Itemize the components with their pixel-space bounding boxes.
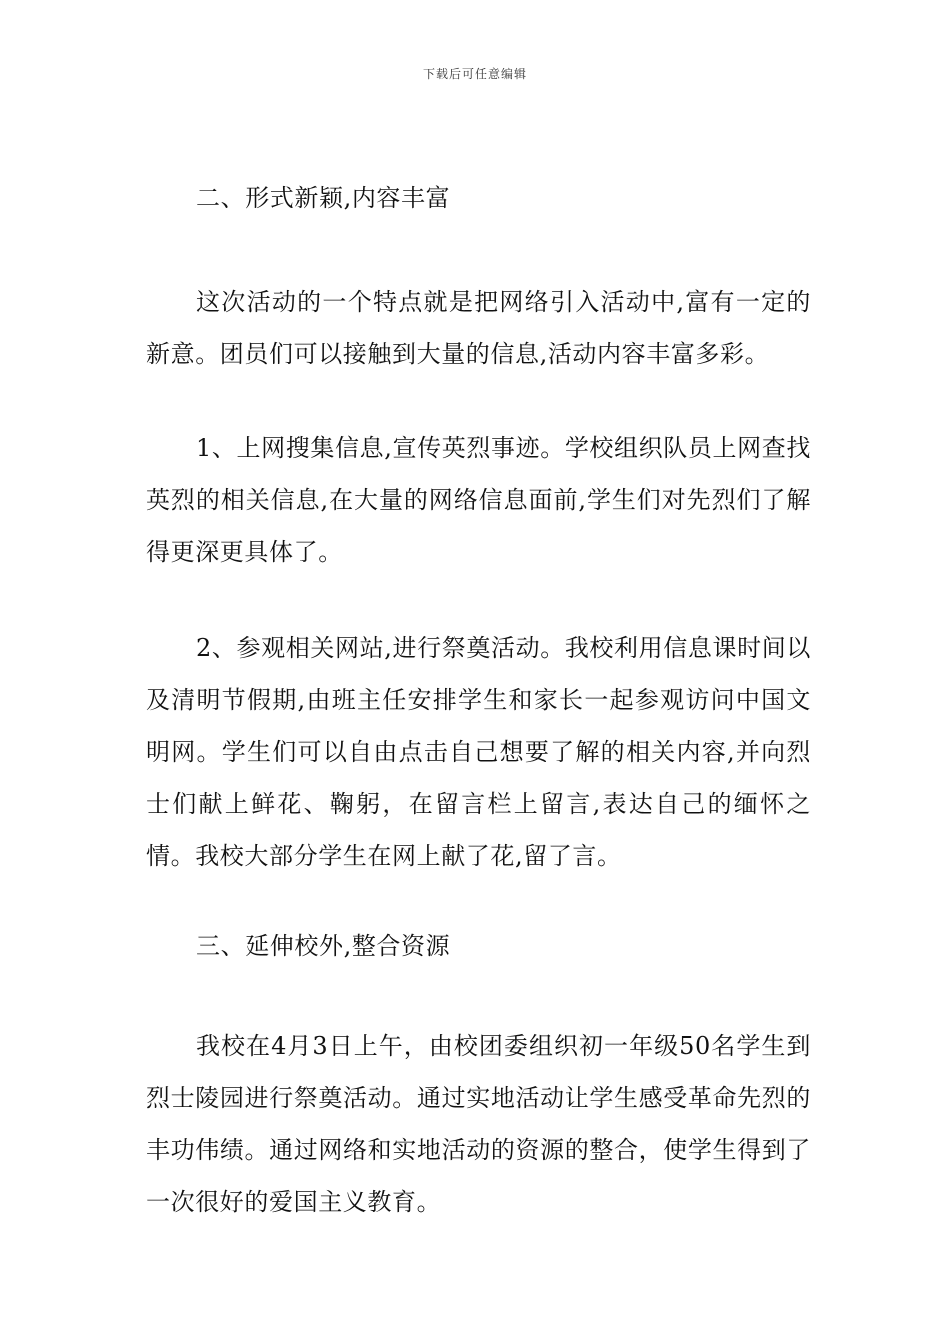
- paragraph-final: 我校在4月3日上午，由校团委组织初一年级50名学生到烈士陵园进行祭奠活动。通过实地活动让学生感受革命先烈的丰功伟绩。通过网络和实地活动的资源的整合，使学生得到了一次很好的爱国主义教育。: [146, 1032, 811, 1216]
- paragraph-intro: 这次活动的一个特点就是把网络引入活动中,富有一定的新意。团员们可以接触到大量的信息,活动内容丰富多彩。: [146, 288, 811, 368]
- header-note: 下载后可任意编辑: [422, 67, 527, 81]
- section-heading-2: 二、形式新颖,内容丰富: [196, 184, 451, 212]
- paragraph-item-2: 2、参观相关网站,进行祭奠活动。我校利用信息课时间以及清明节假期,由班主任安排学生和家长一起参观访问中国文明网。学生们可以自由点击自己想要了解的相关内容,并向烈士们献上鲜花、鞠躬，在留言栏上留言,表达自己的缅怀之情。我校大部分学生在网上献了花,留了言。: [146, 634, 811, 870]
- paragraph-item-1: 1、上网搜集信息,宣传英烈事迹。学校组织队员上网查找英烈的相关信息,在大量的网络信息面前,学生们对先烈们了解得更深更具体了。: [146, 434, 811, 566]
- section-heading-3: 三、延伸校外,整合资源: [196, 932, 451, 960]
